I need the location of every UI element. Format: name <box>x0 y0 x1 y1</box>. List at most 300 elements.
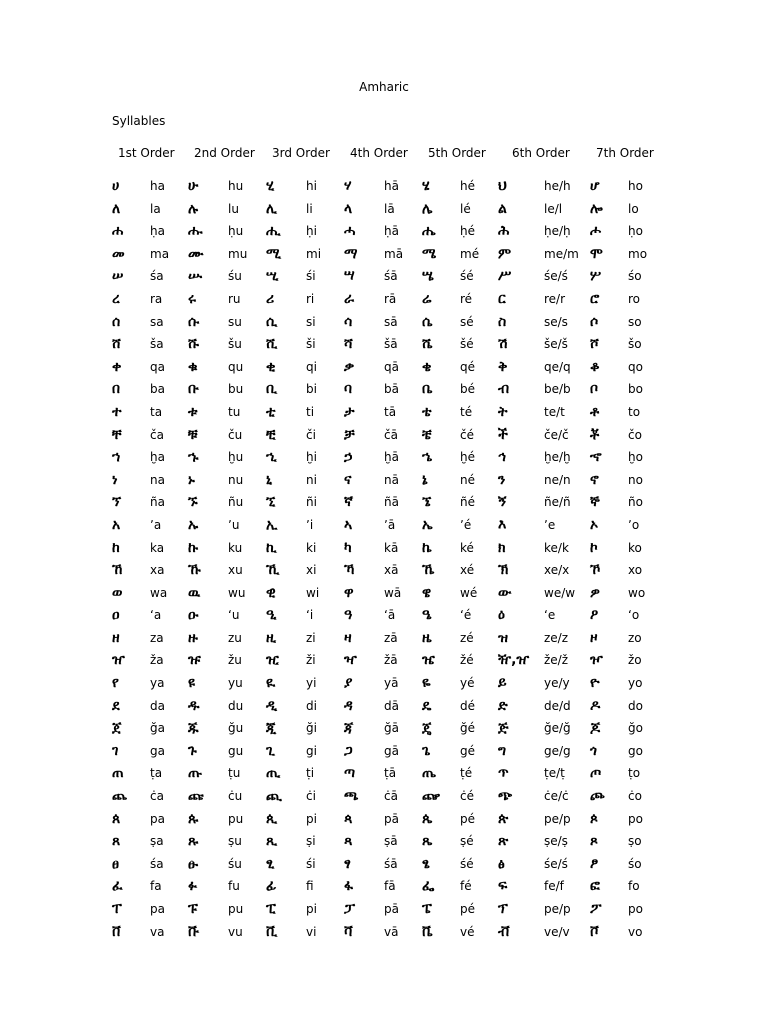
syllable-transliteration: vo <box>628 924 643 939</box>
syllable-transliteration: ṭa <box>150 766 163 781</box>
syllable-glyph: ጬ <box>422 788 440 805</box>
syllable-glyph: ፌ <box>422 878 435 895</box>
syllable-transliteration: śé <box>460 269 474 284</box>
syllable-row <box>0 741 768 764</box>
syllable-transliteration: sā <box>384 314 398 329</box>
syllable-transliteration: pā <box>384 811 399 826</box>
syllable-transliteration: gā <box>384 743 399 758</box>
syllable-transliteration: qo <box>628 359 643 374</box>
syllable-row <box>0 583 768 606</box>
syllable-transliteration: ra <box>150 291 163 306</box>
section-heading: Syllables <box>112 114 166 128</box>
syllable-transliteration: se/s <box>544 314 568 329</box>
syllable-glyph: ሂ <box>266 178 275 194</box>
syllable-glyph: ኀ <box>112 449 121 466</box>
syllable-glyph: ኄ <box>422 449 433 466</box>
syllable-glyph: ቲ <box>266 403 276 420</box>
syllable-transliteration: me/m <box>544 246 579 261</box>
syllable-transliteration: la <box>150 201 161 216</box>
syllable-transliteration: ʻo <box>628 608 640 623</box>
syllable-transliteration: ṣa <box>150 834 164 849</box>
order-header: 2nd Order <box>194 146 255 160</box>
syllable-glyph: ሱ <box>188 313 200 330</box>
syllable-glyph: ሞ <box>590 245 603 262</box>
syllable-glyph: ይ <box>498 675 507 692</box>
syllable-glyph: ሥ <box>498 268 512 285</box>
syllable-row <box>0 854 768 877</box>
syllable-transliteration: le/l <box>544 201 563 216</box>
syllable-row <box>0 515 768 538</box>
syllable-transliteration: čā <box>384 427 398 442</box>
syllable-glyph: ጪ <box>266 788 282 805</box>
syllable-transliteration: ḥo <box>628 224 643 239</box>
syllable-glyph: ቼ <box>422 426 432 443</box>
syllable-transliteration: ḫā <box>384 450 399 465</box>
syllable-transliteration: hu <box>228 179 244 193</box>
syllable-glyph: ካ <box>344 539 352 556</box>
syllable-transliteration: xā <box>384 563 399 578</box>
syllable-glyph: ሚ <box>266 245 281 262</box>
order-header: 1st Order <box>118 146 175 160</box>
syllable-transliteration: ža <box>150 653 164 668</box>
syllable-transliteration: ṣe/ṣ <box>544 834 568 849</box>
syllable-transliteration: ti <box>306 404 315 419</box>
syllable-glyph: ኻ <box>344 562 355 579</box>
syllable-glyph: ጉ <box>188 742 197 759</box>
syllable-transliteration: ma <box>150 246 170 261</box>
syllable-glyph: ሳ <box>344 313 353 330</box>
syllable-glyph: ኪ <box>266 539 277 556</box>
syllable-transliteration: fu <box>228 879 240 894</box>
syllable-glyph: ዚ <box>266 629 277 646</box>
syllable-transliteration: žé <box>460 653 474 668</box>
syllable-glyph: ጎ <box>590 742 597 759</box>
syllable-glyph: ሄ <box>422 178 430 194</box>
syllable-transliteration: po <box>628 902 643 916</box>
syllable-glyph: ፀ <box>112 855 119 872</box>
syllable-glyph: ሺ <box>266 336 278 353</box>
syllable-glyph: ዱ <box>188 697 200 714</box>
syllable-glyph: ሸ <box>112 336 121 353</box>
syllable-table <box>0 176 768 944</box>
syllable-transliteration: ño <box>628 495 643 510</box>
syllable-transliteration: ğu <box>228 721 244 736</box>
syllable-glyph: ጂ <box>266 720 277 737</box>
syllable-transliteration: gu <box>228 743 244 758</box>
syllable-glyph: ዥ,ዠ <box>498 652 530 669</box>
syllable-glyph: ኾ <box>590 562 601 579</box>
syllable-glyph: ዡ <box>188 652 201 669</box>
syllable-glyph: ዴ <box>422 697 432 714</box>
syllable-glyph: ጹ <box>188 833 199 850</box>
syllable-transliteration: ʻi <box>306 608 314 623</box>
syllable-transliteration: be/b <box>544 382 571 397</box>
syllable-glyph: ድ <box>498 697 508 714</box>
syllable-glyph: ብ <box>498 381 510 398</box>
syllable-transliteration: pu <box>228 811 244 826</box>
syllable-glyph: ቭ <box>498 923 510 940</box>
syllable-transliteration: nu <box>228 472 244 487</box>
syllable-glyph: ጻ <box>344 833 353 850</box>
syllable-transliteration: šā <box>384 337 398 352</box>
syllable-glyph: ፔ <box>422 901 432 917</box>
syllable-glyph: ፕ <box>498 901 508 917</box>
syllable-transliteration: bu <box>228 382 244 397</box>
syllable-glyph: የ <box>112 675 119 692</box>
syllable-glyph: ፍ <box>498 878 508 895</box>
syllable-transliteration: xi <box>306 563 317 578</box>
syllable-glyph: ሲ <box>266 313 278 330</box>
syllable-transliteration: xa <box>150 563 165 578</box>
syllable-row <box>0 312 768 335</box>
syllable-glyph: ሃ <box>344 178 352 194</box>
syllable-transliteration: yu <box>228 676 243 691</box>
syllable-glyph: ዊ <box>266 584 276 601</box>
syllable-glyph: ቻ <box>344 426 355 443</box>
syllable-transliteration: čo <box>628 427 642 442</box>
syllable-row <box>0 876 768 899</box>
syllable-transliteration: šo <box>628 337 642 352</box>
syllable-transliteration: ḫo <box>628 450 643 465</box>
syllable-glyph: ባ <box>344 381 353 398</box>
syllable-transliteration: lu <box>228 201 239 216</box>
syllable-transliteration: yā <box>384 676 399 691</box>
syllable-glyph: ዖ <box>590 607 599 624</box>
syllable-glyph: ኮ <box>590 539 598 556</box>
syllable-glyph: ጶ <box>590 810 598 827</box>
syllable-transliteration: fe/f <box>544 879 564 894</box>
syllable-transliteration: ča <box>150 427 164 442</box>
syllable-transliteration: qi <box>306 359 317 374</box>
syllable-transliteration: ʼi <box>306 517 314 532</box>
syllable-transliteration: ša <box>150 337 164 352</box>
syllable-row <box>0 199 768 222</box>
syllable-transliteration: ré <box>460 291 473 306</box>
syllable-glyph: ኃ <box>344 449 353 466</box>
syllable-transliteration: dā <box>384 698 399 713</box>
syllable-glyph: ቬ <box>422 923 433 940</box>
syllable-glyph: ዩ <box>188 675 195 692</box>
syllable-glyph: ጋ <box>344 742 353 759</box>
syllable-transliteration: fa <box>150 879 162 894</box>
syllable-glyph: ገ <box>112 742 119 759</box>
syllable-glyph: ሤ <box>422 268 434 285</box>
syllable-transliteration: hi <box>306 179 317 193</box>
syllable-glyph: ታ <box>344 403 355 420</box>
syllable-glyph: ች <box>498 426 508 443</box>
syllable-transliteration: ḥu <box>228 224 244 239</box>
syllable-glyph: ሉ <box>188 200 199 217</box>
syllable-glyph: ፑ <box>188 901 198 917</box>
syllable-transliteration: po <box>628 811 643 826</box>
syllable-glyph: ዕ <box>498 607 505 624</box>
syllable-glyph: ጲ <box>266 810 278 827</box>
syllable-transliteration: né <box>460 472 475 487</box>
syllable-glyph: ነ <box>112 471 118 488</box>
syllable-glyph: ጌ <box>422 742 431 759</box>
syllable-glyph: ዝ <box>498 629 509 646</box>
syllable-glyph: ዞ <box>590 629 598 646</box>
syllable-transliteration: še/š <box>544 337 568 352</box>
syllable-row <box>0 176 768 199</box>
syllable-glyph: በ <box>112 381 121 398</box>
syllable-glyph: ሶ <box>590 313 599 330</box>
syllable-glyph: ዜ <box>422 629 432 646</box>
syllable-glyph: ኣ <box>344 516 353 533</box>
syllable-transliteration: ṣo <box>628 834 642 849</box>
syllable-transliteration: ge/g <box>544 743 571 758</box>
syllable-row <box>0 922 768 945</box>
syllable-transliteration: šé <box>460 337 474 352</box>
syllable-transliteration: ḫi <box>306 450 317 465</box>
syllable-transliteration: re/r <box>544 291 566 306</box>
syllable-glyph: ሣ <box>344 268 355 285</box>
syllable-transliteration: ʼā <box>384 517 396 532</box>
syllable-transliteration: ñe/ñ <box>544 495 571 510</box>
syllable-glyph: ሰ <box>112 313 121 330</box>
syllable-transliteration: fé <box>460 879 472 894</box>
syllable-glyph: ጺ <box>266 833 278 850</box>
syllable-transliteration: pa <box>150 811 165 826</box>
syllable-transliteration: ḥé <box>460 224 475 239</box>
syllable-transliteration: ḫu <box>228 450 244 465</box>
syllable-glyph: ጀ <box>112 720 122 737</box>
syllable-glyph: ጩ <box>188 788 204 805</box>
syllable-glyph: ጠ <box>112 765 124 782</box>
syllable-glyph: ጳ <box>344 810 353 827</box>
syllable-glyph: ሠ <box>112 268 124 285</box>
syllable-glyph: ኜ <box>422 494 432 511</box>
syllable-transliteration: ċa <box>150 789 164 804</box>
syllable-glyph: ወ <box>112 584 123 601</box>
syllable-transliteration: go <box>628 743 643 758</box>
syllable-glyph: ላ <box>344 200 353 217</box>
syllable-glyph: ቤ <box>422 381 433 398</box>
syllable-glyph: ጦ <box>590 765 602 782</box>
syllable-glyph: ኞ <box>590 494 600 511</box>
syllable-transliteration: kā <box>384 540 399 555</box>
syllable-glyph: ፃ <box>344 855 351 872</box>
syllable-transliteration: xe/x <box>544 563 570 578</box>
syllable-transliteration: ye/y <box>544 676 570 691</box>
syllable-row <box>0 673 768 696</box>
syllable-glyph: ጵ <box>498 810 509 827</box>
syllable-glyph: ጭ <box>498 788 513 805</box>
syllable-transliteration: ḫe/ḫ <box>544 450 571 465</box>
syllable-transliteration: bi <box>306 382 317 397</box>
syllable-glyph: ፒ <box>266 901 276 917</box>
syllable-glyph: ሜ <box>422 245 437 262</box>
syllable-transliteration: dé <box>460 698 475 713</box>
syllable-transliteration: ʼé <box>460 517 472 532</box>
syllable-glyph: ኺ <box>266 562 280 579</box>
syllable-transliteration: ṭi <box>306 766 315 781</box>
syllable-glyph: ዮ <box>590 675 600 692</box>
syllable-transliteration: ve/v <box>544 924 570 939</box>
syllable-glyph: ት <box>498 403 508 420</box>
syllable-glyph: ቩ <box>188 923 199 940</box>
syllable-glyph: ቄ <box>422 358 432 375</box>
page-title: Amharic <box>359 80 409 94</box>
syllable-transliteration: ṭo <box>628 766 641 781</box>
syllable-glyph: ሻ <box>344 336 353 353</box>
syllable-transliteration: ḥe/ḥ <box>544 224 571 239</box>
syllable-transliteration: xu <box>228 563 243 578</box>
syllable-row <box>0 538 768 561</box>
syllable-transliteration: si <box>306 314 316 329</box>
syllable-glyph: ቡ <box>188 381 199 398</box>
syllable-transliteration: tā <box>384 404 397 419</box>
syllable-transliteration: zi <box>306 630 316 645</box>
syllable-row <box>0 560 768 583</box>
syllable-glyph: ዒ <box>266 607 277 624</box>
syllable-transliteration: gé <box>460 743 475 758</box>
syllable-glyph: ራ <box>344 290 355 307</box>
syllable-transliteration: ċo <box>628 789 642 804</box>
syllable-transliteration: śā <box>384 856 398 871</box>
syllable-glyph: ኡ <box>188 516 199 533</box>
syllable-transliteration: ñé <box>460 495 475 510</box>
syllable-transliteration: tu <box>228 404 241 419</box>
syllable-glyph: ሊ <box>266 200 277 217</box>
syllable-transliteration: śi <box>306 856 316 871</box>
syllable-transliteration: we/w <box>544 585 576 600</box>
order-header: 7th Order <box>596 146 654 160</box>
syllable-transliteration: ʼe <box>544 517 556 532</box>
syllable-glyph: ዐ <box>112 607 120 624</box>
syllable-row <box>0 763 768 786</box>
syllable-glyph: ሮ <box>590 290 600 307</box>
syllable-row <box>0 425 768 448</box>
syllable-glyph: ፖ <box>590 901 602 917</box>
syllable-glyph: ዣ <box>344 652 357 669</box>
syllable-glyph: ኬ <box>422 539 432 556</box>
syllable-glyph: ቪ <box>266 923 278 940</box>
syllable-transliteration: fo <box>628 879 640 894</box>
syllable-transliteration: śe/ś <box>544 856 568 871</box>
syllable-glyph: ቫ <box>344 923 353 940</box>
syllable-glyph: መ <box>112 245 125 262</box>
syllable-glyph: ኩ <box>188 539 199 556</box>
syllable-row <box>0 357 768 380</box>
syllable-transliteration: ta <box>150 404 163 419</box>
syllable-glyph: ቺ <box>266 426 276 443</box>
syllable-row <box>0 492 768 515</box>
syllable-transliteration: wi <box>306 585 320 600</box>
syllable-transliteration: zā <box>384 630 398 645</box>
order-header: 5th Order <box>428 146 486 160</box>
syllable-transliteration: fi <box>306 879 314 894</box>
syllable-transliteration: wo <box>628 585 646 600</box>
syllable-transliteration: ṭu <box>228 766 241 781</box>
syllable-glyph: ኔ <box>422 471 428 488</box>
syllable-row <box>0 221 768 244</box>
syllable-glyph: ሙ <box>188 245 204 262</box>
syllable-transliteration: he/h <box>544 179 571 193</box>
syllable-row <box>0 379 768 402</box>
syllable-transliteration: bo <box>628 382 643 397</box>
syllable-glyph: ው <box>498 584 512 601</box>
syllable-transliteration: ğé <box>460 721 475 736</box>
syllable-transliteration: so <box>628 314 642 329</box>
syllable-transliteration: bé <box>460 382 475 397</box>
syllable-glyph: ጫ <box>344 788 359 805</box>
syllable-transliteration: pe/p <box>544 811 571 826</box>
syllable-transliteration: ċe/ċ <box>544 789 569 804</box>
syllable-transliteration: vi <box>306 924 317 939</box>
syllable-glyph: ዢ <box>266 652 279 669</box>
syllable-glyph: ክ <box>498 539 506 556</box>
syllable-transliteration: śā <box>384 269 398 284</box>
syllable-transliteration: śa <box>150 269 164 284</box>
syllable-glyph: ዑ <box>188 607 199 624</box>
syllable-glyph: ቀ <box>112 358 122 375</box>
syllable-row <box>0 696 768 719</box>
syllable-glyph: ጄ <box>422 720 432 737</box>
syllable-transliteration: mo <box>628 246 648 261</box>
syllable-row <box>0 718 768 741</box>
syllable-glyph: ዪ <box>266 675 276 692</box>
syllable-transliteration: ʼu <box>228 517 240 532</box>
syllable-row <box>0 402 768 425</box>
syllable-transliteration: hé <box>460 179 475 193</box>
order-header: 6th Order <box>512 146 570 160</box>
syllable-glyph: ሹ <box>188 336 199 353</box>
syllable-transliteration: pu <box>228 902 244 916</box>
syllable-glyph: ኑ <box>188 471 195 488</box>
syllable-glyph: ቆ <box>590 358 600 375</box>
syllable-transliteration: ñu <box>228 495 244 510</box>
syllable-transliteration: ṣā <box>384 834 398 849</box>
syllable-transliteration: té <box>460 404 473 419</box>
syllable-transliteration: ʻe <box>544 608 556 623</box>
syllable-glyph: ደ <box>112 697 120 714</box>
syllable-glyph: ፓ <box>344 901 356 917</box>
syllable-transliteration: qu <box>228 359 244 374</box>
syllable-glyph: ዤ <box>422 652 435 669</box>
syllable-transliteration: gi <box>306 743 317 758</box>
syllable-transliteration: ka <box>150 540 165 555</box>
syllable-glyph: ፂ <box>266 855 275 872</box>
syllable-glyph: ሑ <box>188 223 203 240</box>
syllable-transliteration: śa <box>150 856 164 871</box>
syllable-glyph: ኹ <box>188 562 201 579</box>
syllable-glyph: ጃ <box>344 720 354 737</box>
order-header: 4th Order <box>350 146 408 160</box>
syllable-glyph: ሽ <box>498 336 508 353</box>
syllable-transliteration: qa <box>150 359 165 374</box>
syllable-glyph: ከ <box>112 539 120 556</box>
syllable-glyph: ቶ <box>590 403 600 420</box>
syllable-transliteration: ğe/ğ <box>544 721 571 736</box>
syllable-glyph: ፅ <box>498 855 505 872</box>
syllable-transliteration: śo <box>628 269 642 284</box>
syllable-transliteration: že/ž <box>544 653 569 668</box>
syllable-glyph: ዙ <box>188 629 198 646</box>
syllable-transliteration: ḥi <box>306 224 317 239</box>
syllable-transliteration: to <box>628 404 641 419</box>
syllable-transliteration: śi <box>306 269 316 284</box>
syllable-glyph: ና <box>344 471 352 488</box>
syllable-transliteration: ži <box>306 653 316 668</box>
syllable-glyph: ቮ <box>590 923 599 940</box>
syllable-glyph: ቦ <box>590 381 599 398</box>
syllable-transliteration: śu <box>228 856 242 871</box>
syllable-transliteration: de/d <box>544 698 571 713</box>
syllable-transliteration: ċé <box>460 789 474 804</box>
syllable-glyph: ኒ <box>266 471 272 488</box>
syllable-glyph: ጱ <box>188 810 199 827</box>
